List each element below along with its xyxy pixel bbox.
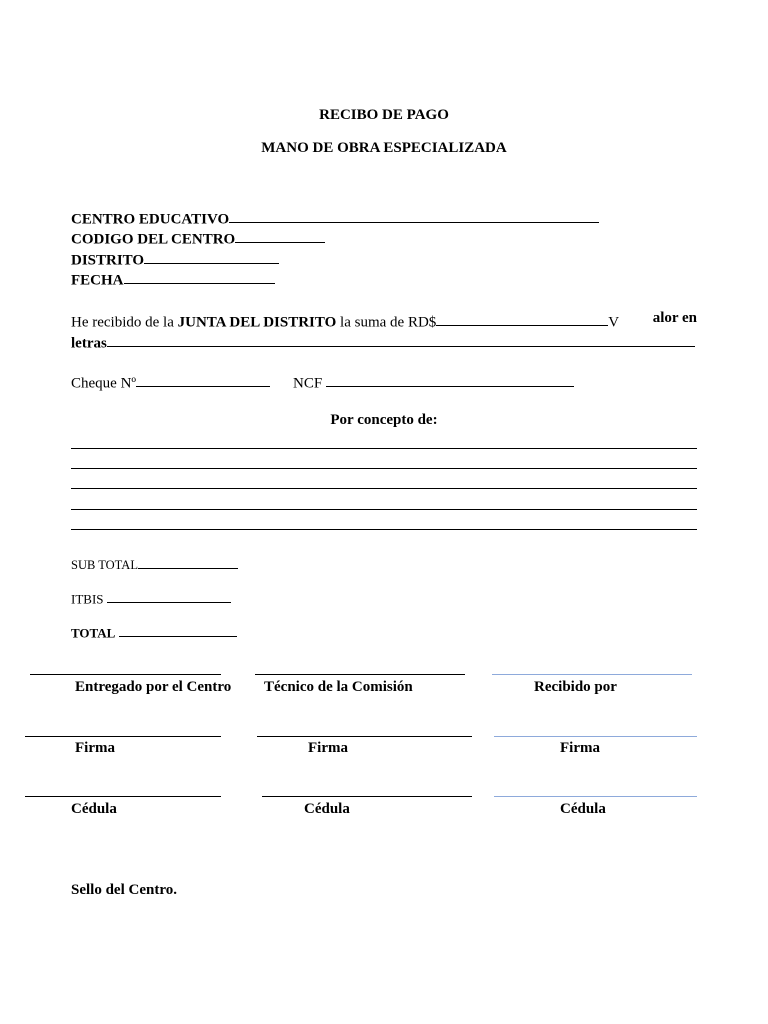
subtotal-label: SUB TOTAL: [71, 557, 138, 572]
codigo-centro-label: CODIGO DEL CENTRO: [71, 231, 236, 248]
fecha-blank[interactable]: [124, 269, 275, 284]
subtotal-blank[interactable]: [138, 556, 238, 569]
role-centro: Entregado por el Centro: [75, 679, 232, 695]
concept-heading: Por concepto de:: [330, 412, 438, 428]
cedula-label-centro: Cédula: [71, 801, 117, 817]
signature-line-tecnico[interactable]: [255, 674, 465, 675]
codigo-centro-blank[interactable]: [235, 228, 325, 243]
distrito-blank[interactable]: [144, 249, 279, 264]
fecha-field: [71, 269, 275, 288]
concept-line-1[interactable]: [71, 448, 697, 449]
fecha-label: FECHA: [71, 272, 124, 289]
concept-line-4[interactable]: [71, 509, 697, 510]
cedula-line-centro[interactable]: [75, 796, 221, 797]
firma-line-centro[interactable]: [75, 736, 221, 737]
valor-v: V: [608, 314, 620, 331]
firma-label-tecnico: Firma: [308, 740, 348, 756]
letras-blank[interactable]: [107, 332, 695, 347]
cedula-line-tecnico[interactable]: [262, 796, 472, 797]
centro-educativo-blank[interactable]: [229, 208, 599, 223]
letras-label: letras: [71, 335, 107, 352]
concept-line-2[interactable]: [71, 468, 697, 469]
firma-line-centro-left[interactable]: [25, 736, 75, 737]
signature-line-recibido[interactable]: [492, 674, 692, 675]
firma-label-recibido: Firma: [560, 740, 600, 756]
document-title: RECIBO DE PAGO: [319, 107, 449, 123]
role-tecnico: Técnico de la Comisión: [264, 679, 413, 695]
role-recibido: Recibido por: [534, 679, 617, 695]
statement-middle: la suma de RD$: [340, 314, 437, 331]
statement-line: [71, 311, 697, 330]
amount-blank[interactable]: [436, 311, 608, 326]
itbis-field: [71, 590, 231, 605]
valor-en-label: alor en: [652, 310, 697, 326]
cedula-line-recibido[interactable]: [494, 796, 697, 797]
ncf-field: [293, 372, 574, 391]
centro-educativo-label: CENTRO EDUCATIVO: [71, 211, 230, 228]
statement-prefix: He recibido de la: [71, 314, 174, 331]
concept-line-5[interactable]: [71, 529, 697, 530]
centro-educativo-field: [71, 208, 599, 227]
itbis-label: ITBIS: [71, 591, 104, 607]
concept-line-3[interactable]: [71, 488, 697, 489]
itbis-blank[interactable]: [107, 590, 231, 603]
sello-label: Sello del Centro.: [71, 882, 177, 898]
distrito-field: [71, 249, 279, 268]
cedula-label-recibido: Cédula: [560, 801, 606, 817]
total-blank[interactable]: [119, 624, 237, 637]
distrito-label: DISTRITO: [71, 252, 145, 269]
cedula-line-centro-left[interactable]: [25, 796, 75, 797]
document-subtitle: MANO DE OBRA ESPECIALIZADA: [261, 140, 507, 156]
subtotal-field: [71, 556, 238, 571]
firma-line-tecnico[interactable]: [257, 736, 472, 737]
ncf-blank[interactable]: [326, 372, 574, 387]
total-label: TOTAL: [71, 625, 116, 641]
cheque-label: Cheque Nº: [71, 375, 137, 392]
letras-field: [71, 332, 695, 351]
codigo-centro-field: [71, 228, 325, 247]
total-field: [71, 624, 237, 639]
statement-entity: JUNTA DEL DISTRITO: [177, 314, 337, 331]
signature-line-centro[interactable]: [30, 674, 221, 675]
cheque-field: [71, 372, 270, 391]
cedula-label-tecnico: Cédula: [304, 801, 350, 817]
ncf-label: NCF: [293, 375, 323, 392]
firma-line-recibido[interactable]: [494, 736, 697, 737]
firma-label-centro: Firma: [75, 740, 115, 756]
cheque-blank[interactable]: [136, 372, 270, 387]
